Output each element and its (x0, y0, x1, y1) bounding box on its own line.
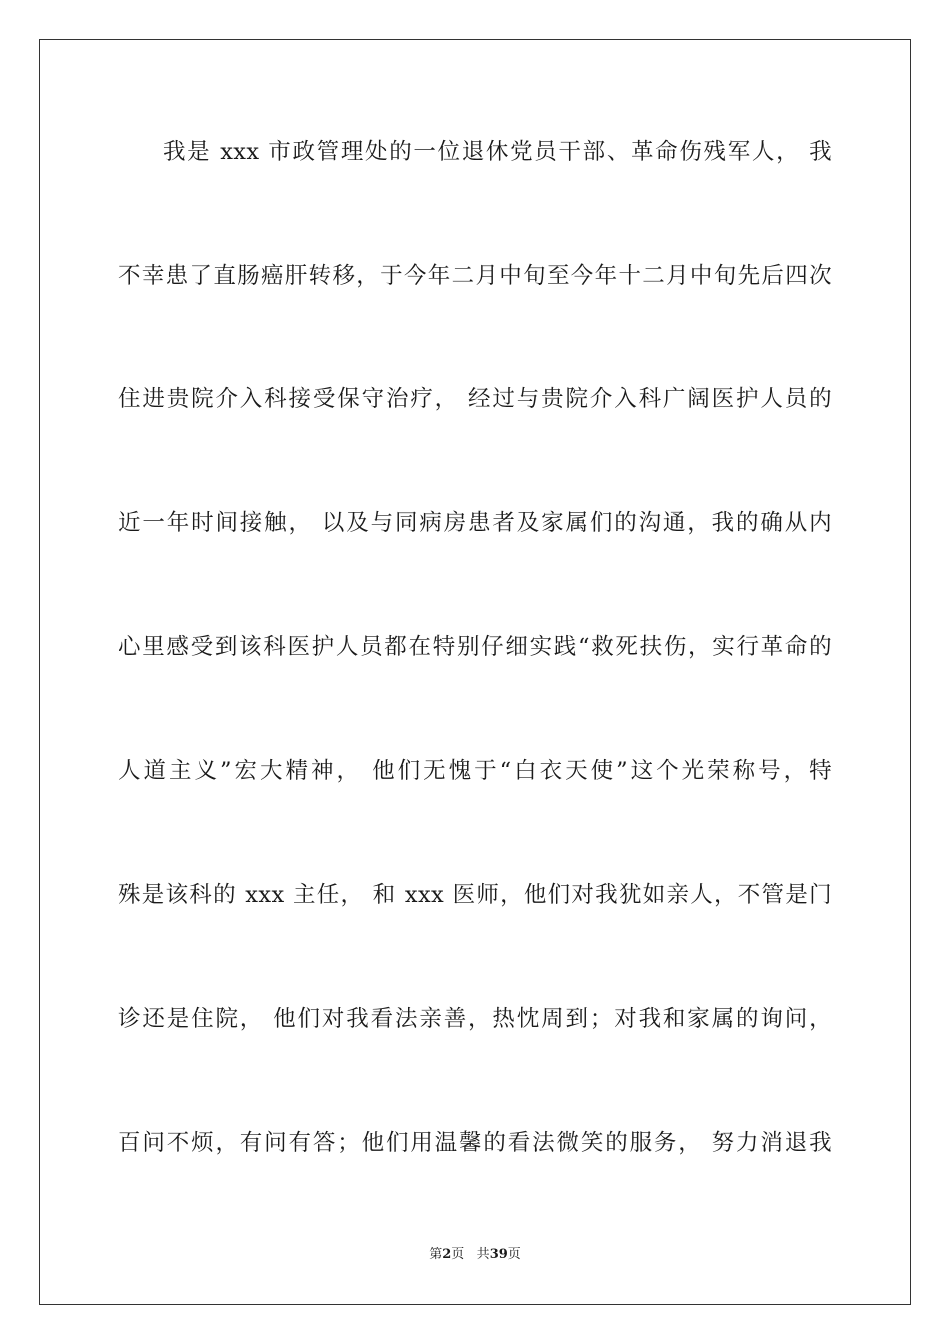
paragraph-line-9: 百问不烦，有问有答；他们用温馨的看法微笑的服务， 努力消退我 (118, 1130, 832, 1156)
paragraph-line-8: 诊还是住院， 他们对我看法亲善，热忱周到；对我和家属的询问， (118, 1006, 832, 1032)
paragraph-line-7: 殊是该科的 xxx 主任， 和 xxx 医师，他们对我犹如亲人，不管是门 (118, 882, 832, 908)
page-footer (0, 1246, 950, 1264)
page-prefix: 第 (429, 1247, 443, 1262)
total-pages: 39 (489, 1247, 508, 1262)
paragraph-line-5: 心里感受到该科医护人员都在特别仔细实践“救死扶伤，实行革命的 (118, 634, 832, 660)
total-suffix: 页 (507, 1247, 521, 1262)
paragraph-line-6: 人道主义”宏大精神， 他们无愧于“白衣天使”这个光荣称号，特 (118, 758, 832, 784)
page-suffix: 页 (451, 1247, 465, 1262)
paragraph-line-3: 住进贵院介入科接受保守治疗， 经过与贵院介入科广阔医护人员的 (118, 386, 832, 412)
page-border (39, 39, 911, 1305)
total-prefix: 共 (476, 1247, 490, 1262)
paragraph-line-4: 近一年时间接触， 以及与同病房患者及家属们的沟通，我的确从内 (118, 510, 832, 536)
page-number: 2 (442, 1247, 452, 1262)
paragraph-line-1: 我是 xxx 市政管理处的一位退休党员干部、革命伤残军人， 我 (163, 139, 832, 165)
paragraph-line-2: 不幸患了直肠癌肝转移，于今年二月中旬至今年十二月中旬先后四次 (118, 263, 832, 289)
